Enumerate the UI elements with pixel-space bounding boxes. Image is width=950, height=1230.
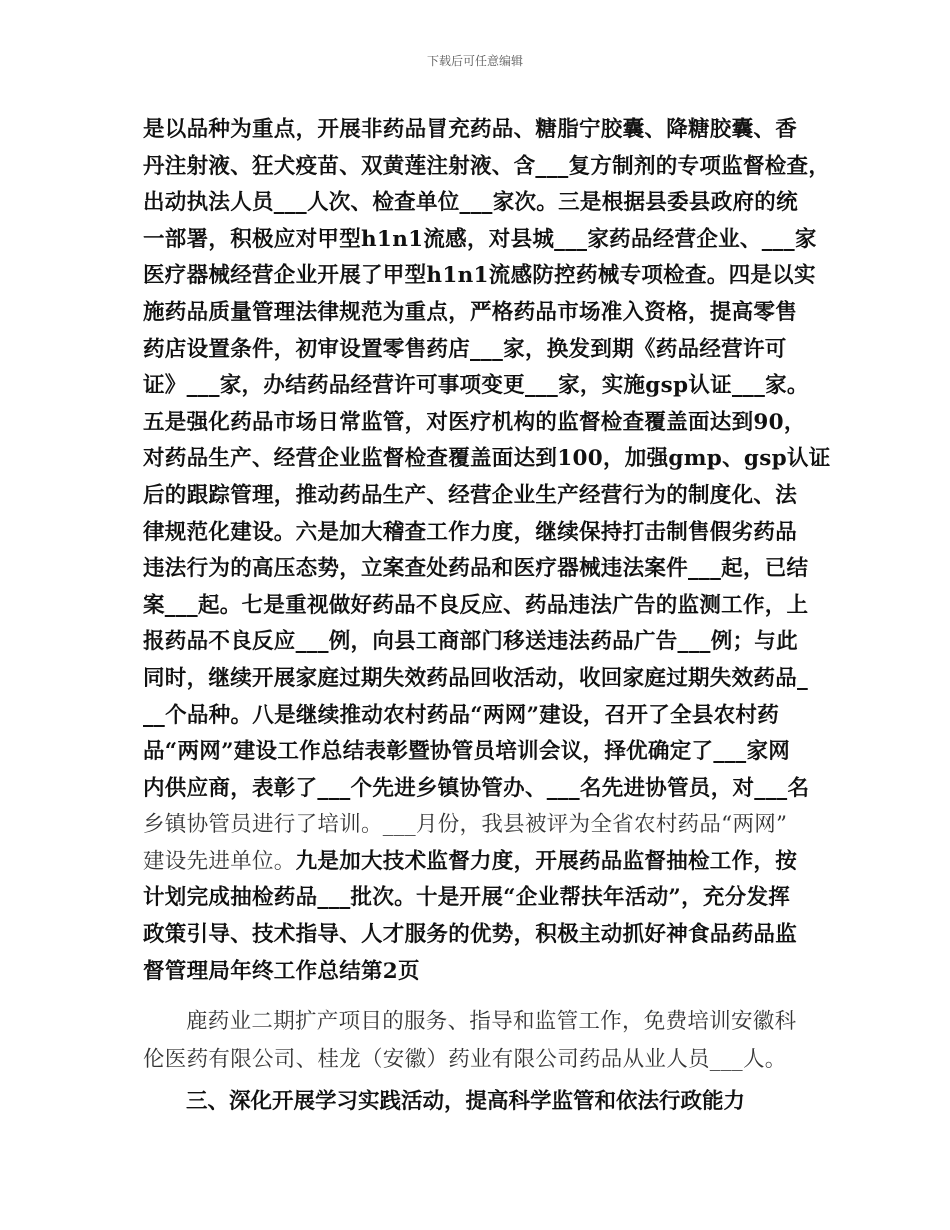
- text-line: 同时，继续开展家庭过期失效药品回收活动，收回家庭过期失效药品_: [143, 665, 809, 691]
- section-heading: 三、深化开展学习实践活动，提高科学监管和依法行政能力: [186, 1089, 746, 1114]
- second-paragraph: [143, 1003, 815, 1079]
- text-line: 鹿药业二期扩产项目的服务、指导和监管工作，免费培训安徽科: [186, 1009, 797, 1034]
- text-line: 伦医药有限公司、桂龙（安徽）药业有限公司药品从业人员___人。: [143, 1047, 787, 1072]
- page-header-note: 下载后可任意编辑: [426, 54, 523, 68]
- text-line: 政策引导、技术指导、人才服务的优势，积极主动抓好神食品药品监: [143, 922, 798, 948]
- text-line: 药店设置条件，初审设置零售药店___家，换发到期《药品经营许可: [143, 336, 787, 362]
- text-line: 案___起。七是重视做好药品不良反应、药品违法广告的监测工作，上: [143, 592, 809, 618]
- text-line: 是以品种为重点，开展非药品冒充药品、糖脂宁胶囊、降糖胶囊、香: [143, 117, 798, 142]
- text-line: 证》___家，办结药品经营许可事项变更___家，实施gsp认证___家。: [143, 373, 809, 399]
- text-line: 出动执法人员___人次、检查单位___家次。三是根据县委县政府的统: [143, 190, 798, 216]
- text-line: 违法行为的高压态势，立案查处药品和医疗器械违法案件___起，已结: [143, 556, 809, 582]
- text-line: 乡镇协管员进行了培训。___月份，我县被评为全省农村药品“两网”: [143, 812, 788, 838]
- text-line: 计划完成抽检药品___批次。十是开展“企业帮扶年活动”，充分发挥: [143, 885, 791, 911]
- text-line: __个品种。八是继续推动农村药品“两网”建设，召开了全县农村药: [143, 702, 780, 728]
- text-line: 医疗器械经营企业开展了甲型h1n1流感防控药械专项检查。四是以实: [143, 263, 816, 289]
- text-line: 报药品不良反应___例，向县工商部门移送违法药品广告___例；与此: [143, 629, 798, 655]
- text-line: 品“两网”建设工作总结表彰暨协管员培训会议，择优确定了___家网: [143, 739, 791, 765]
- text-line: 后的跟踪管理，推动药品生产、经营企业生产经营行为的制度化、法: [143, 482, 798, 508]
- text-line: 律规范化建设。六是加大稽查工作力度，继续保持打击制售假劣药品: [143, 519, 798, 545]
- text-line-mixed: [143, 844, 815, 881]
- text-segment-bold: 九是加大技术监督力度，开展药品监督抽检工作，按: [295, 848, 798, 874]
- text-line: 五是强化药品市场日常监管，对医疗机构的监督检查覆盖面达到90，: [143, 409, 806, 435]
- text-segment-light: 建设先进单位。: [143, 848, 296, 874]
- text-line: 丹注射液、狂犬疫苗、双黄莲注射液、含___复方制剂的专项监督检查，: [143, 153, 831, 179]
- text-line: 一部署，积极应对甲型h1n1流感，对县城___家药品经营企业、___家: [143, 226, 817, 252]
- main-paragraph: [143, 112, 831, 990]
- text-line: 施药品质量管理法律规范为重点，严格药品市场准入资格，提高零售: [143, 299, 798, 325]
- text-line: 内供应商，表彰了___个先进乡镇协管办、___名先进协管员，对___名: [143, 775, 810, 801]
- text-line: 对药品生产、经营企业监督检查覆盖面达到100，加强gmp、gsp认证: [143, 446, 831, 472]
- text-line: 督管理局年终工作总结第2页: [143, 958, 420, 984]
